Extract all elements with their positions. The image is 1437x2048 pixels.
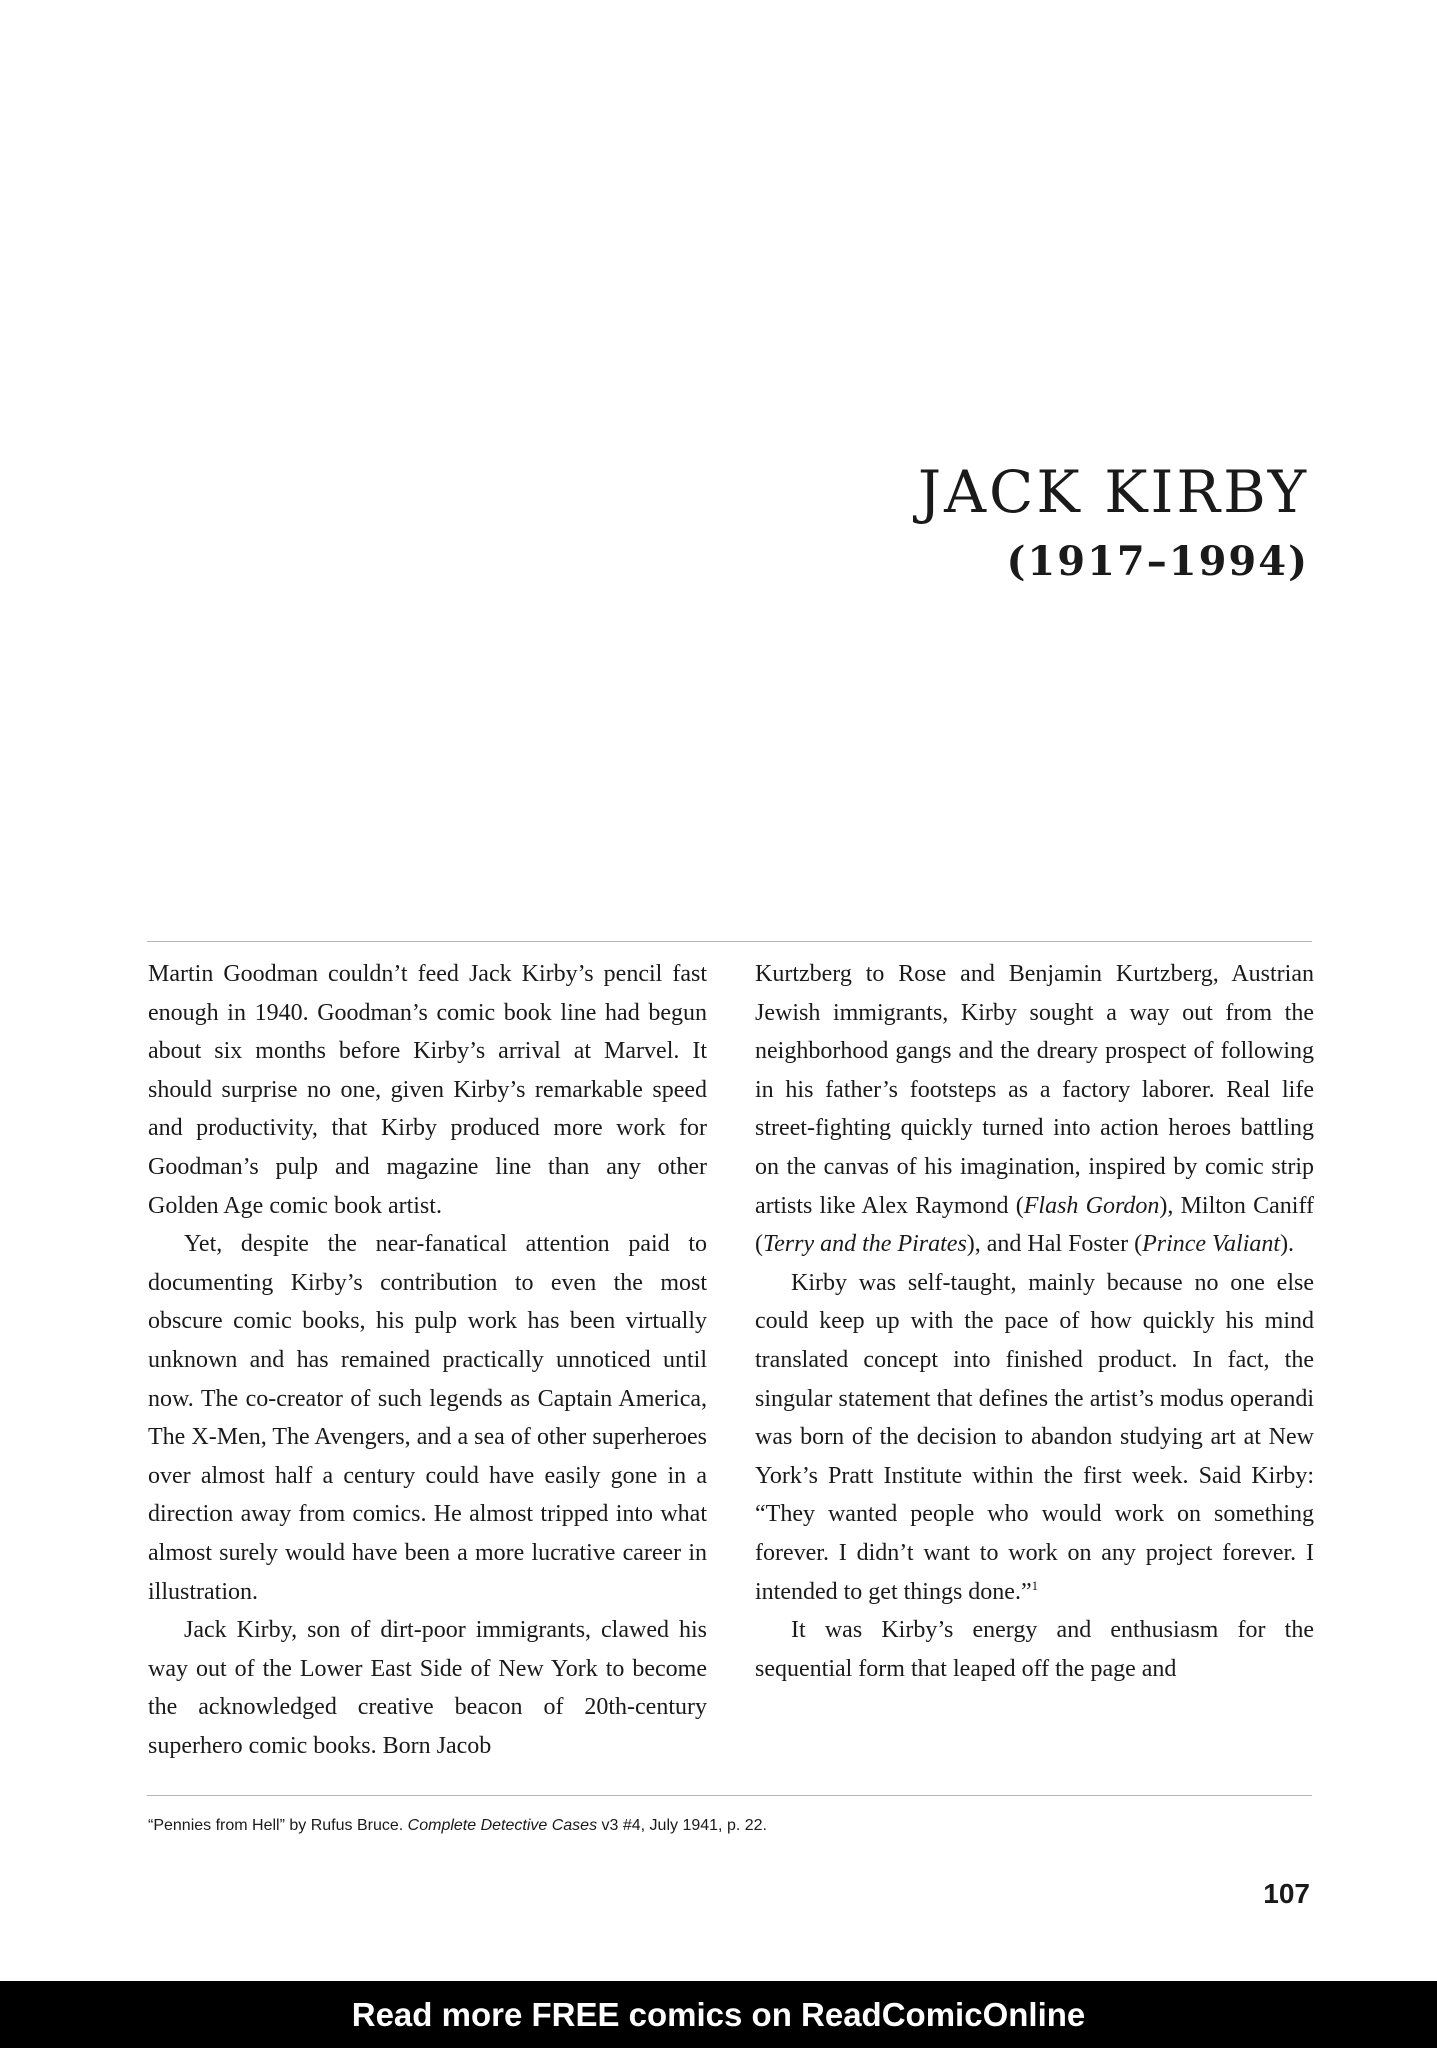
- footnote-marker: 1: [1031, 1577, 1039, 1593]
- top-divider: [147, 941, 1312, 942]
- promo-banner[interactable]: [0, 1981, 1437, 2048]
- paragraph-2: Yet, despite the near-fanatical attention paid to documenting Kirby’s contribution to even the most obscure comic books, his pulp work has been virtually unknown and has remained practically unnoticed until now. The co-creator of such legends as Captain America, The X-Men, The Avengers, and a sea of other superheroes over almost half a century could have easily gone in a direction away from comics. He almost tripped into what almost surely would have been a more lucrative career in illustration.: [148, 1231, 707, 1605]
- paragraph-4: [755, 955, 1314, 1264]
- title-terry-and-the-pirates: Terry and the Pirates: [763, 1231, 967, 1258]
- right-column: [755, 955, 1314, 1785]
- paragraph-4-mid-1: ), Milton Caniff (: [755, 1192, 1314, 1258]
- bottom-divider: [147, 1795, 1312, 1796]
- image-caption: [148, 1817, 1312, 1835]
- paragraph-3: Jack Kirby, son of dirt-poor immigrants, clawed his way out of the Lower East Side of New York to become the acknowledged creative beacon of 20th-century superhero comic books. Born Jacob: [148, 1617, 707, 1759]
- paragraph-4-end: ).: [1280, 1231, 1295, 1258]
- caption-suffix: v3 #4, July 1941, p. 22.: [597, 1817, 767, 1834]
- paragraph-5: [755, 1264, 1314, 1611]
- paragraph-4-mid-2: ), and Hal Foster (: [966, 1231, 1143, 1258]
- caption-publication: Complete Detective Cases: [407, 1817, 598, 1834]
- paragraph-1: Martin Goodman couldn’t feed Jack Kirby’s pencil fast enough in 1940. Goodman’s comic book line had begun about six months before Kirby’s arrival at Marvel. It should surprise no one, given Kirby’s remarkable speed and productivity, that Kirby produced more work for Goodman’s pulp and magazine line than any other Golden Age comic book artist.: [148, 961, 707, 1219]
- page-number: 107: [1263, 1878, 1310, 1909]
- title-prince-valiant: Prince Valiant: [1142, 1231, 1281, 1258]
- promo-banner-text: Read more FREE comics on ReadComicOnline: [351, 1995, 1086, 2033]
- title-flash-gordon: Flash Gordon: [1023, 1192, 1160, 1219]
- paragraph-4-text: Kurtzberg to Rose and Benjamin Kurtzberg, Austrian Jewish immigrants, Kirby sought a way out from the neighborhood gangs and the dreary prospect of following in his father’s footsteps as a factory laborer. Real life street-fighting quickly turned into action heroes battling on the canvas of his imagination, inspired by comic strip artists like Alex Raymond (: [755, 961, 1314, 1219]
- caption-prefix: “Pennies from Hell” by Rufus Bruce.: [148, 1817, 408, 1834]
- chapter-title: JACK KIRBY: [917, 458, 1309, 526]
- paragraph-6: It was Kirby’s energy and enthusiasm for the sequential form that leaped off the page and: [755, 1617, 1314, 1682]
- chapter-years: (1917–1994): [1006, 538, 1309, 585]
- left-column: [148, 955, 707, 1785]
- paragraph-5-text: Kirby was self-taught, mainly because no one else could keep up with the pace of how quickly his mind translated concept into finished product. In fact, the singular statement that defines the artist’s modus operandi was born of the decision to abandon studying art at New York’s Pratt Institute within the first week. Said Kirby: “They wanted people who would work on something forever. I didn’t want to work on any project forever. I intended to get things done.”: [755, 1269, 1314, 1605]
